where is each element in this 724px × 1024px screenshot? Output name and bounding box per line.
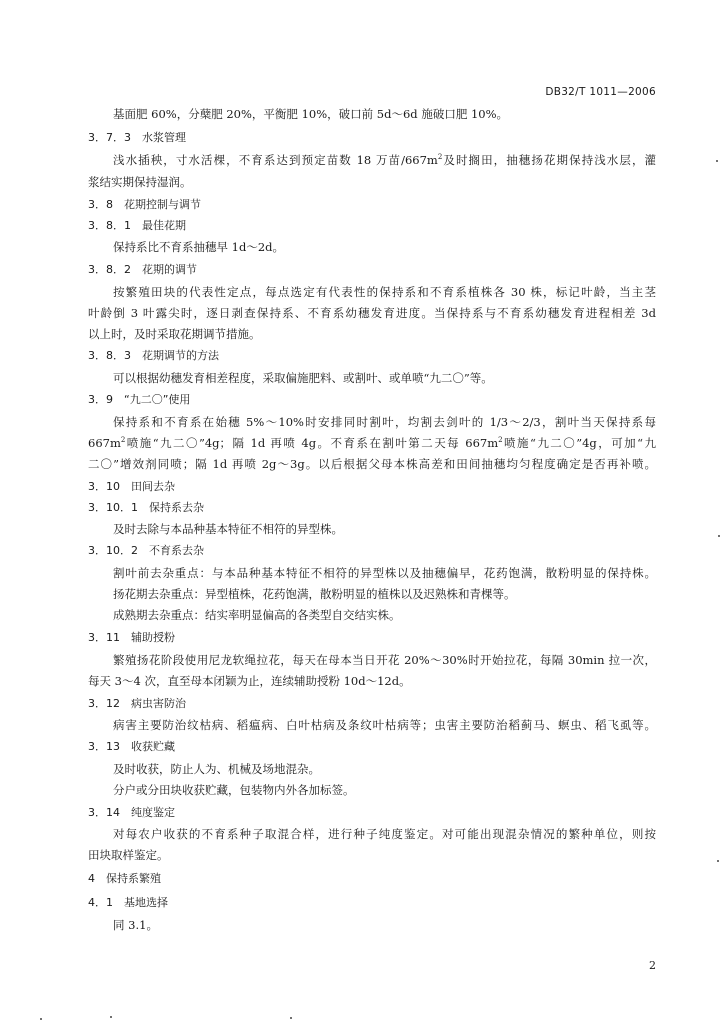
- scan-speck: [716, 160, 718, 162]
- scan-speck: [110, 1016, 112, 1018]
- clause-heading-3-8: 3．8 花期控制与调节: [88, 198, 201, 211]
- text-segment: 浅水插秧，寸水活棵，不育系达到预定苗数 18 万苗/667m: [113, 153, 438, 167]
- body-text-line: 保持系比不育系抽穗早 1d～2d。: [113, 240, 285, 254]
- body-text-line: 基面肥 60%，分蘖肥 20%，平衡肥 10%，破口前 5d～6d 施破口肥 10%。: [113, 107, 509, 121]
- text-segment: 667m: [88, 436, 121, 450]
- clause-heading-3-8-1: 3．8．1 最佳花期: [88, 219, 186, 232]
- superscript: 2: [120, 436, 126, 445]
- clause-heading-3-8-2: 3．8．2 花期的调节: [88, 263, 197, 276]
- clause-heading-3-11: 3．11 辅助授粉: [88, 631, 175, 644]
- clause-heading-3-8-3: 3．8．3 花期调节的方法: [88, 349, 219, 362]
- body-text-line: 田块取样鉴定。: [88, 848, 169, 862]
- body-text-line: [113, 152, 656, 168]
- page-number: 2: [649, 959, 656, 972]
- section-heading-4: 4 保持系繁殖: [88, 872, 161, 885]
- clause-heading-4-1: 4．1 基地选择: [88, 896, 168, 909]
- clause-heading-3-10-1: 3．10．1 保持系去杂: [88, 501, 204, 514]
- superscript: 2: [498, 436, 503, 445]
- clause-heading-3-13: 3．13 收获贮藏: [88, 740, 175, 753]
- clause-heading-3-10: 3．10 田间去杂: [88, 480, 175, 493]
- body-text-line: 繁殖扬花阶段使用尼龙软绳拉花，每天在母本当日开花 20%～30%时开始拉花，每隔 30min 拉一次，: [113, 653, 656, 667]
- body-text-line: 分户或分田块收获贮藏，包装物内外各加标签。: [113, 783, 355, 797]
- body-text-line: 可以根据幼穗发育相差程度，采取偏施肥料、或割叶、或单喷“九二〇”等。: [113, 371, 493, 385]
- clause-heading-3-14: 3．14 纯度鉴定: [88, 806, 175, 819]
- body-text-line: 扬花期去杂重点：异型植株，花药饱满，散粉明显的植株以及迟熟株和青棵等。: [113, 587, 516, 601]
- body-text-line: 每天 3～4 次，直至母本闭颖为止，连续辅助授粉 10d～12d。: [88, 674, 411, 688]
- clause-heading-3-10-2: 3．10．2 不育系去杂: [88, 544, 204, 557]
- body-text-line: 病害主要防治纹枯病、稻瘟病、白叶枯病及条纹叶枯病等；虫害主要防治稻蓟马、螟虫、稻飞虱等。: [113, 718, 656, 732]
- text-segment: 喷施“九二〇”4g，可加“九: [502, 436, 656, 450]
- body-text-line: [88, 435, 656, 451]
- body-text-line: 同 3.1。: [113, 918, 158, 932]
- body-text-line: 对每农户收获的不育系种子取混合样，进行种子纯度鉴定。对可能出现混杂情况的繁种单位，则按: [113, 827, 656, 841]
- text-segment: 及时搁田，抽穗扬花期保持浅水层，灌: [442, 153, 657, 167]
- body-text-line: 成熟期去杂重点：结实率明显偏高的各类型自交结实株。: [113, 608, 401, 622]
- body-text-line: 及时去除与本品种基本特征不相符的异型株。: [113, 522, 343, 536]
- scan-speck: [290, 1017, 292, 1019]
- body-text-line: 以上时，及时采取花期调节措施。: [88, 327, 261, 341]
- scan-speck: [717, 860, 719, 862]
- scan-speck: [40, 1018, 42, 1020]
- standard-code-header: DB32/T 1011—2006: [545, 86, 656, 98]
- body-text-line: 浆结实期保持湿润。: [88, 175, 192, 189]
- body-text-line: 按繁殖田块的代表性定点，每点选定有代表性的保持系和不育系植株各 30 株，标记叶龄，当主茎: [113, 285, 656, 299]
- body-text-line: 保持系和不育系在始穗 5%～10%时安排同时割叶，均割去剑叶的 1/3～2/3，割叶当天保持系每: [113, 415, 656, 429]
- superscript: 2: [437, 153, 443, 162]
- body-text-line: 叶龄倒 3 叶露尖时，逐日剥查保持系、不育系幼穗发育进度。当保持系与不育系幼穗发育进程相差 3d: [88, 306, 656, 320]
- body-text-line: 割叶前去杂重点：与本品种基本特征不相符的异型株以及抽穗偏早，花药饱满，散粉明显的保持株。: [113, 566, 656, 580]
- clause-heading-3-12: 3．12 病虫害防治: [88, 697, 186, 710]
- body-text-line: 及时收获，防止人为、机械及场地混杂。: [113, 762, 320, 776]
- clause-heading-3-9: 3．9 “九二〇”使用: [88, 393, 191, 406]
- text-segment: 喷施“九二〇”4g；隔 1d 再喷 4g。不育系在割叶第二天每 667m: [125, 436, 499, 450]
- body-text-line: 二〇”增效剂同喷；隔 1d 再喷 2g～3g。以后根据父母本株高差和田间抽穗均匀程度确定是否再补喷。: [88, 457, 656, 471]
- clause-heading-3-7-3: 3．7．3 水浆管理: [88, 131, 186, 144]
- scan-speck: [718, 535, 720, 537]
